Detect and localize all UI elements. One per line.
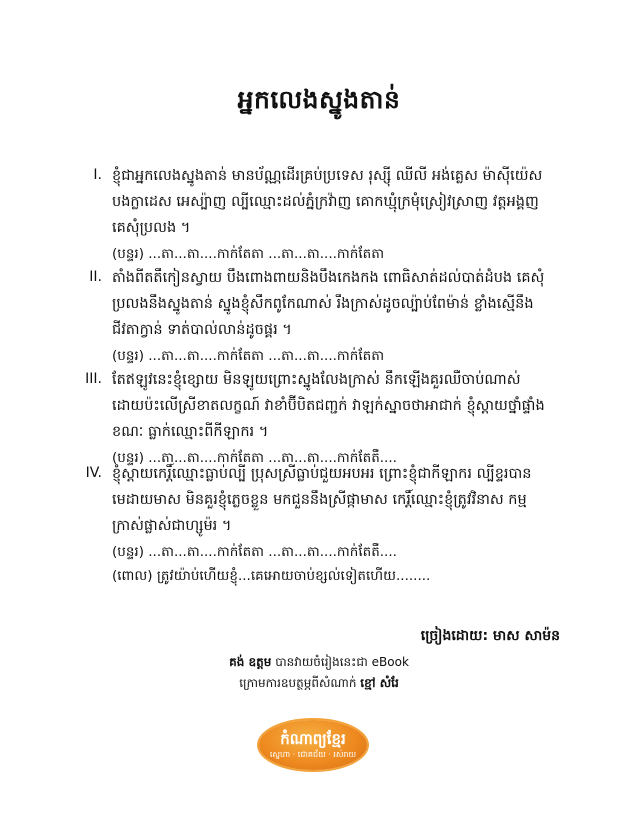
chorus-line: (បន្ទរ) ...តា...តា....កាក់តែតា ...តា...តា....កាក់តែតឺ....	[112, 544, 397, 560]
typist-name: គង់ ឧត្តម	[229, 655, 272, 669]
verse-lines	[112, 461, 582, 565]
spoken-line: (ពោល) ត្រូវយ៉ាប់ហើយខ្ញុំ...គេអោយចាប់ខ្សល់ទៀតហើយ........	[112, 568, 431, 584]
verse-lines	[112, 163, 582, 267]
verse-line: ខ្ញុំស្តាយកេរ្តិ៍ឈ្មោះធ្លាប់ល្បី ប្រុសស្រីធ្លាប់ជួយអបអរ ព្រោះខ្ញុំជាកីឡាករ ល្បីខ្ទរបាន	[112, 466, 532, 482]
chorus-line: (បន្ទរ) ...តា...តា....កាក់តែតា ...តា...តា....កាក់តែតឺ....	[112, 450, 397, 466]
verse-line: បងក្លាដេស អេស្ប៉ាញ ល្បីឈ្មោះដល់ភ្នំក្រវ៉ាញ គោកឃ្មុំក្រមុំស្រៀវស្រាញ វត្តអង្គញ	[112, 194, 539, 210]
publisher-text: បានវាយចំរៀងនេះជា eBook	[271, 655, 409, 669]
verse-lines	[112, 265, 582, 369]
verse-line: ជីវតាក្វាន់ ទាត់បាល់លាន់ដូចផ្គរ ។	[112, 322, 292, 338]
sponsor-text: ក្រោមការឧបត្ថម្ភពីសំណាក់	[239, 676, 361, 690]
sponsor-name: ខ្មៅ សំរែ	[360, 676, 399, 690]
verse-line: ខ្ញុំជាអ្នកលេងស្នូងតាន់ មានប័ណ្ណដើរគ្រប់ប្រទេស រុស្ស៊ី ឈីលី អង់គ្លេស ម៉ាស៊ីយ៉េស	[112, 168, 543, 184]
singer-credit: ច្រៀងដោយ: មាស សាម៉ន	[420, 628, 560, 644]
verse-number: I.	[93, 167, 102, 183]
verse-lines	[112, 367, 582, 471]
verse-number: III.	[85, 371, 102, 387]
verse-line: តែឥឡូវនេះខ្ញុំខ្សោយ មិនឡូយព្រោះស្នូងលែងក្រាស់ នឹកឡើងគួរឈឺចាប់ណាស់	[112, 372, 521, 388]
logo-subtitle: ស្នេហា · ជោគជ័យ · រស់រាយ	[269, 750, 357, 759]
logo-title: កំណាព្យខ្មែរ	[280, 730, 346, 748]
publisher-line-2	[0, 675, 638, 693]
verse-number: IV.	[85, 465, 102, 481]
verse-line: ប្រលងនឹងស្នូងតាន់ ស្នូងខ្ញុំសឹកពូកែណាស់ រឹងក្រាស់ដូចល្ប៉ាប់ពែម៉ាន់ ខ្លាំងស្មើនឹង	[112, 296, 534, 312]
verse-line: មេដាយមាស មិនគួរខ្ញុំភ្លេចខ្លួន មកជួននឹងស្រីផ្កាមាស កេរ្តិ៍ឈ្មោះខ្ញុំត្រូវវិនាស កម្ម	[112, 492, 527, 508]
publisher-line-1	[0, 654, 638, 672]
page-title: អ្នកលេងស្នូងតាន់	[237, 85, 401, 114]
verse-number: II.	[89, 269, 102, 285]
verse-line: ក្រាស់ផ្លាស់ជាហ្សូម៉រ ។	[112, 518, 232, 534]
chorus-line: (បន្ទរ) ...តា...តា....កាក់តែតា ...តា...តា....កាក់តែតា	[112, 246, 385, 262]
verse-line: តាំងពីតតឹកៀនស្វាយ បឹងពោងពាយនិងបឹងកេងកង ពោធិសាត់ដល់បាត់ដំបង គេសុំ	[112, 270, 545, 286]
verse-line: គេសុំប្រលង ។	[112, 220, 191, 236]
site-logo	[259, 720, 367, 770]
chorus-line: (បន្ទរ) ...តា...តា....កាក់តែតា ...តា...តា....កាក់តែតា	[112, 348, 385, 364]
verse-line: ខណៈ ធ្លាក់ឈ្មោះពីកីឡាករ ។	[112, 424, 269, 440]
verse-line: ដោយប៉ះលើស្រីខាតលក្ខណ៍ វាខាំប៊ីបិតជញ្ជក់ វាឡក់ស្នាចថាអាជាក់ ខ្ញុំស្តាយថ្នាំផ្ទាំង	[112, 398, 545, 414]
